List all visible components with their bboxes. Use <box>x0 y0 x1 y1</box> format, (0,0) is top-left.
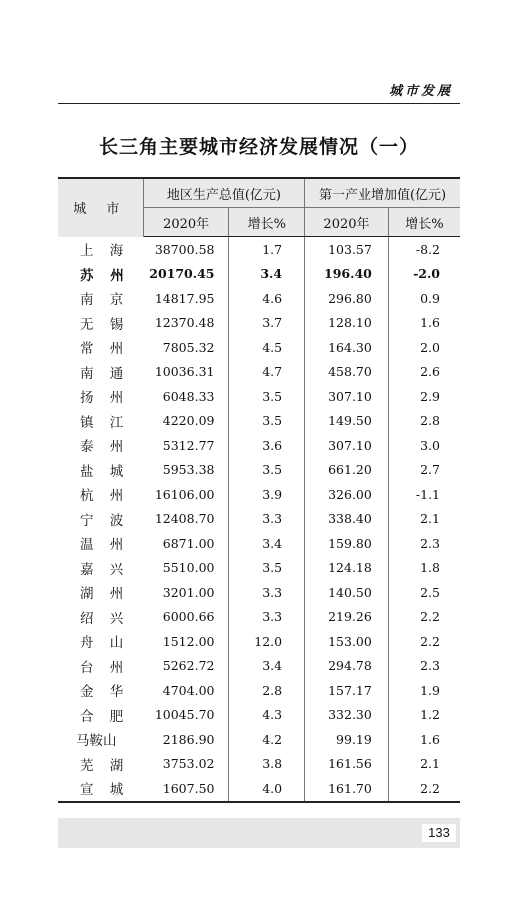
primary-cell: 164.30 <box>305 335 389 360</box>
gdp-cell: 6000.66 <box>143 605 229 630</box>
primary-growth-cell: 2.3 <box>420 535 440 551</box>
table-row <box>58 629 460 654</box>
gdp-growth-cell: 3.6 <box>229 433 305 458</box>
primary-growth-cell: 2.8 <box>420 413 440 429</box>
primary-growth-cell: -8.2 <box>415 241 440 257</box>
gdp-cell: 3201.00 <box>143 580 229 605</box>
primary-year-header: 2020年 <box>305 208 389 237</box>
gdp-cell: 38700.58 <box>143 237 229 262</box>
table-row <box>58 752 460 777</box>
table-row <box>58 335 460 360</box>
gdp-cell: 6048.33 <box>143 384 229 409</box>
gdp-cell: 3753.02 <box>143 752 229 777</box>
gdp-cell: 16106.00 <box>143 482 229 507</box>
gdp-growth-cell: 3.3 <box>229 507 305 532</box>
city-cell: 宣 城 <box>58 776 143 802</box>
primary-cell: 161.56 <box>305 752 389 777</box>
gdp-growth-cell: 3.9 <box>229 482 305 507</box>
primary-cell: 128.10 <box>305 311 389 336</box>
city-cell: 上 海 <box>80 243 130 259</box>
primary-cell: 149.50 <box>305 409 389 434</box>
primary-cell: 338.40 <box>305 507 389 532</box>
primary-growth-cell: 2.9 <box>420 388 440 404</box>
primary-growth-cell: 2.3 <box>420 658 440 674</box>
primary-growth-cell: 2.1 <box>420 511 440 527</box>
table-row <box>58 580 460 605</box>
gdp-cell: 4220.09 <box>143 409 229 434</box>
city-cell: 常 州 <box>80 341 130 358</box>
primary-cell: 326.00 <box>305 482 389 507</box>
gdp-cell: 1512.00 <box>143 629 229 654</box>
gdp-growth-cell: 4.5 <box>229 335 305 360</box>
table-row <box>58 703 460 728</box>
gdp-cell: 5510.00 <box>143 556 229 581</box>
gdp-growth-cell: 4.2 <box>229 727 305 752</box>
gdp-growth-cell: 3.7 <box>229 311 305 336</box>
primary-growth-cell: -2.0 <box>413 266 440 282</box>
table-row <box>58 507 460 532</box>
gdp-growth-cell: 3.5 <box>229 384 305 409</box>
gdp-cell: 5312.77 <box>143 433 229 458</box>
header-rule <box>58 103 460 104</box>
primary-cell: 103.57 <box>305 237 389 262</box>
city-cell: 芜 湖 <box>80 757 130 774</box>
page-number: 133 <box>422 824 456 842</box>
gdp-growth-cell: 4.6 <box>229 286 305 311</box>
primary-growth-cell: 2.6 <box>420 364 440 380</box>
primary-growth-cell: 3.0 <box>420 437 440 453</box>
gdp-growth-cell: 3.4 <box>229 654 305 679</box>
section-header: 城市发展 <box>388 84 453 99</box>
city-cell: 扬 州 <box>80 390 130 407</box>
primary-cell: 219.26 <box>305 605 389 630</box>
gdp-growth-header: 增长% <box>229 208 305 237</box>
primary-growth-cell: 1.6 <box>420 315 440 331</box>
city-cell: 湖 州 <box>80 586 130 603</box>
table-body <box>58 237 460 802</box>
gdp-growth-cell: 12.0 <box>229 629 305 654</box>
table-row <box>58 531 460 556</box>
gdp-cell: 10036.31 <box>143 360 229 385</box>
city-cell: 嘉 兴 <box>80 561 130 578</box>
primary-cell: 296.80 <box>305 286 389 311</box>
gdp-cell: 4704.00 <box>143 678 229 703</box>
primary-cell: 99.19 <box>305 727 389 752</box>
primary-growth-cell: 1.8 <box>420 560 440 576</box>
city-cell: 盐 城 <box>80 463 130 480</box>
gdp-cell: 10045.70 <box>143 703 229 728</box>
city-cell: 绍 兴 <box>80 610 130 627</box>
economy-table <box>58 177 460 803</box>
table-row <box>58 409 460 434</box>
gdp-cell: 20170.45 <box>143 262 229 287</box>
primary-growth-cell: 2.5 <box>420 584 440 600</box>
city-cell: 镇 江 <box>80 414 130 431</box>
primary-cell: 157.17 <box>305 678 389 703</box>
gdp-growth-cell: 3.3 <box>229 580 305 605</box>
table-row <box>58 286 460 311</box>
gdp-growth-cell: 3.3 <box>229 605 305 630</box>
city-cell: 合 肥 <box>80 708 130 725</box>
primary-cell: 140.50 <box>305 580 389 605</box>
primary-cell: 307.10 <box>305 433 389 458</box>
table-row <box>58 556 460 581</box>
gdp-growth-cell: 3.5 <box>229 556 305 581</box>
primary-growth-cell: 2.2 <box>420 633 440 649</box>
city-cell: 宁 波 <box>80 512 130 529</box>
gdp-growth-cell: 2.8 <box>229 678 305 703</box>
footer-bar <box>58 818 460 848</box>
primary-growth-cell: -1.1 <box>415 486 440 502</box>
gdp-growth-cell: 4.0 <box>229 776 305 802</box>
gdp-cell: 7805.32 <box>143 335 229 360</box>
city-cell: 南 京 <box>80 292 130 309</box>
primary-growth-header: 增长% <box>388 208 460 237</box>
primary-cell: 196.40 <box>305 262 389 287</box>
primary-growth-cell: 2.2 <box>388 776 460 802</box>
table-row <box>58 237 460 262</box>
primary-cell: 124.18 <box>305 556 389 581</box>
primary-growth-cell: 2.2 <box>420 609 440 625</box>
table-row <box>58 605 460 630</box>
table-row <box>58 482 460 507</box>
city-cell: 马鞍山 <box>76 733 117 750</box>
gdp-cell: 12370.48 <box>143 311 229 336</box>
gdp-cell: 12408.70 <box>143 507 229 532</box>
city-cell: 金 华 <box>80 684 130 701</box>
primary-cell: 294.78 <box>305 654 389 679</box>
gdp-growth-cell: 4.3 <box>229 703 305 728</box>
table-row <box>58 433 460 458</box>
gdp-cell: 6871.00 <box>143 531 229 556</box>
table-row <box>58 776 460 802</box>
city-cell: 温 州 <box>80 537 130 554</box>
primary-growth-cell: 2.7 <box>420 462 440 478</box>
gdp-cell: 2186.90 <box>143 727 229 752</box>
primary-cell: 159.80 <box>305 531 389 556</box>
table-row <box>58 727 460 752</box>
primary-cell: 153.00 <box>305 629 389 654</box>
city-cell: 无 锡 <box>80 316 130 333</box>
gdp-growth-cell: 4.7 <box>229 360 305 385</box>
gdp-cell: 5953.38 <box>143 458 229 483</box>
primary-growth-cell: 0.9 <box>420 290 440 306</box>
table-row <box>58 262 460 287</box>
gdp-cell: 1607.50 <box>143 776 229 802</box>
primary-cell: 661.20 <box>305 458 389 483</box>
primary-growth-cell: 2.1 <box>420 756 440 772</box>
gdp-growth-cell: 3.4 <box>229 262 305 287</box>
gdp-growth-cell: 3.4 <box>229 531 305 556</box>
primary-cell: 458.70 <box>305 360 389 385</box>
city-cell: 苏 州 <box>80 267 130 284</box>
page-title: 长三角主要城市经济发展情况（一） <box>98 136 419 158</box>
city-cell: 台 州 <box>80 659 130 676</box>
city-cell: 南 通 <box>80 365 130 382</box>
primary-cell: 332.30 <box>305 703 389 728</box>
table-row <box>58 678 460 703</box>
primary-group-header: 第一产业增加值(亿元) <box>305 178 460 208</box>
table-row <box>58 384 460 409</box>
gdp-growth-cell: 3.8 <box>229 752 305 777</box>
city-cell: 杭 州 <box>80 488 130 505</box>
primary-growth-cell: 1.6 <box>420 731 440 747</box>
primary-growth-cell: 1.9 <box>420 682 440 698</box>
gdp-year-header: 2020年 <box>143 208 229 237</box>
city-column-header: 城 市 <box>58 178 143 237</box>
city-cell: 泰 州 <box>80 439 130 456</box>
gdp-growth-cell: 3.5 <box>229 458 305 483</box>
table-row <box>58 311 460 336</box>
gdp-growth-cell: 3.5 <box>229 409 305 434</box>
table-row <box>58 654 460 679</box>
gdp-growth-cell: 1.7 <box>229 237 305 262</box>
gdp-cell: 5262.72 <box>143 654 229 679</box>
primary-cell: 161.70 <box>305 776 389 802</box>
primary-growth-cell: 1.2 <box>420 707 440 723</box>
table-row <box>58 360 460 385</box>
gdp-group-header: 地区生产总值(亿元) <box>143 178 304 208</box>
primary-cell: 307.10 <box>305 384 389 409</box>
table-row <box>58 458 460 483</box>
primary-growth-cell: 2.0 <box>420 339 440 355</box>
gdp-cell: 14817.95 <box>143 286 229 311</box>
city-cell: 舟 山 <box>80 635 130 652</box>
